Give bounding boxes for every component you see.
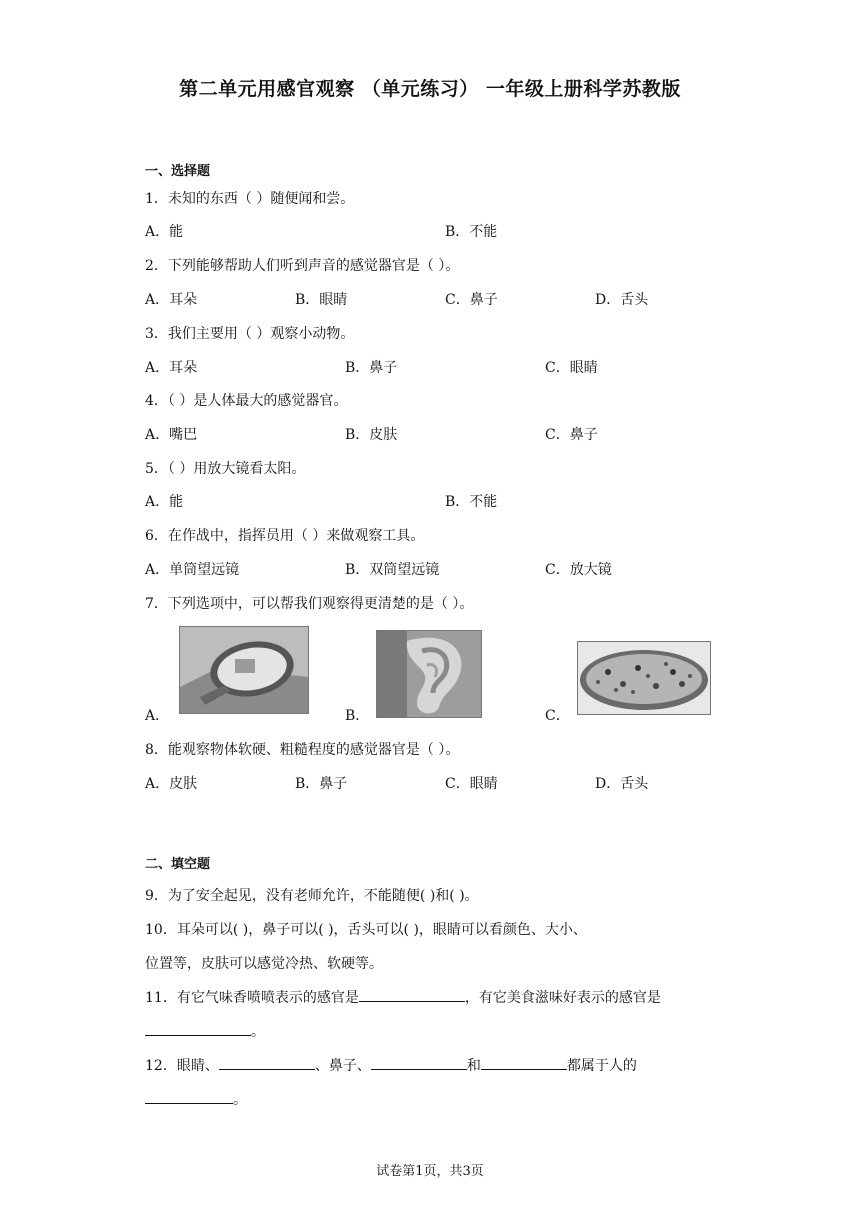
q11-blank-2[interactable] [145,1021,251,1036]
question-3: 3．我们主要用（ ）观察小动物。 [145,326,355,342]
page-footer: 试卷第1页，共3页 [376,1164,484,1179]
q12-blank-1[interactable] [219,1055,315,1070]
question-9: 9．为了安全起见，没有老师允许，不能随便( )和( )。 [145,888,479,904]
q5-option-b: B．不能 [445,494,498,510]
question-10-line2: 位置等，皮肤可以感觉冷热、软硬等。 [145,956,383,972]
question-5: 5．（ ）用放大镜看太阳。 [145,461,306,477]
pizza-photo [577,641,711,715]
q4-option-a: A．嘴巴 [145,427,198,443]
ear-photo [376,630,482,718]
q8-option-b: B．鼻子 [295,776,348,792]
q12-text-b: 、鼻子、 [314,1058,371,1074]
question-12-line2 [145,1089,247,1109]
question-2: 2．下列能够帮助人们听到声音的感觉器官是（ ）。 [145,258,460,274]
page-title: 第二单元用感官观察 （单元练习） 一年级上册科学苏教版 [179,78,681,100]
q4-option-c: C．鼻子 [545,427,598,443]
q8-option-d: D．舌头 [595,776,649,792]
q8-option-a: A．皮肤 [145,776,198,792]
q7-option-c: C． [545,708,570,724]
question-7: 7．下列选项中，可以帮我们观察得更清楚的是（ ）。 [145,596,474,612]
question-11-line2 [145,1021,265,1041]
q8-option-c: C．眼睛 [445,776,498,792]
q12-end: 。 [233,1092,247,1108]
q7-option-b: B． [345,708,370,724]
q11-blank-1[interactable] [359,987,465,1002]
section-choice: 一、选择题 [145,164,211,179]
q12-blank-4[interactable] [145,1089,233,1104]
question-4: 4．（ ）是人体最大的感觉器官。 [145,393,348,409]
q4-option-b: B．皮肤 [345,427,398,443]
q1-option-a: A．能 [145,224,184,240]
question-8: 8．能观察物体软硬、粗糙程度的感觉器官是（ ）。 [145,742,460,758]
question-1: 1．未知的东西（ ）随便闻和尝。 [145,191,355,207]
q11-text-b: ，有它美食滋味好表示的感官是 [464,990,661,1006]
q7-option-a: A． [145,708,170,724]
q12-blank-3[interactable] [481,1055,567,1070]
q6-option-a: A．单筒望远镜 [145,562,240,578]
q12-blank-2[interactable] [371,1055,467,1070]
q2-option-d: D．舌头 [595,292,649,308]
q12-text-d: 都属于人的 [566,1058,637,1074]
q11-text-a: 11．有它气味香喷喷表示的感官是 [145,990,359,1006]
q2-option-c: C．鼻子 [445,292,498,308]
question-10-line1: 10．耳朵可以( )，鼻子可以( )，舌头可以( )，眼睛可以看颜色、大小、 [145,922,587,938]
q6-option-b: B．双筒望远镜 [345,562,440,578]
question-12 [145,1055,637,1075]
q6-option-c: C．放大镜 [545,562,612,578]
question-6: 6．在作战中，指挥员用（ ）来做观察工具。 [145,528,425,544]
q2-option-b: B．眼睛 [295,292,348,308]
q3-option-b: B．鼻子 [345,360,398,376]
mirror-photo [179,626,309,714]
q2-option-a: A．耳朵 [145,292,198,308]
question-11 [145,987,661,1007]
q3-option-c: C．眼睛 [545,360,598,376]
q12-text-a: 12．眼睛、 [145,1058,219,1074]
q5-option-a: A．能 [145,494,184,510]
section-fill: 二、填空题 [145,857,211,872]
q1-option-b: B．不能 [445,224,498,240]
q11-end: 。 [251,1024,265,1040]
q3-option-a: A．耳朵 [145,360,198,376]
q12-text-c: 和 [466,1058,481,1074]
